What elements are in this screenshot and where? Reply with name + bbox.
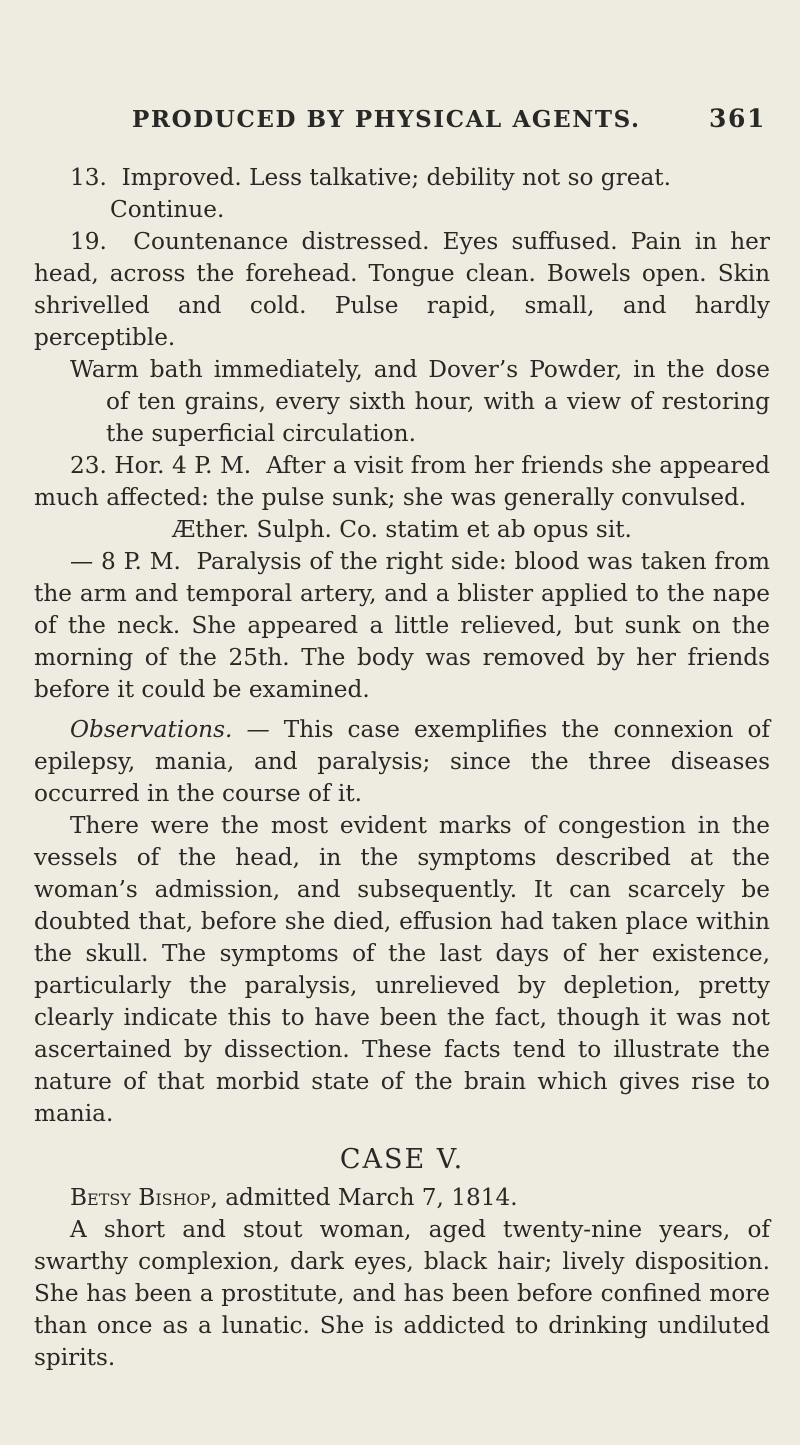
- entry-text: Improved. Less talkative; debility not so great.: [121, 164, 671, 191]
- observations-label: Observations. —: [70, 716, 270, 743]
- entry-date: 19.: [70, 228, 107, 255]
- case-admission: [34, 1182, 770, 1214]
- entry-8pm: [34, 546, 770, 706]
- treatment-continue: Continue.: [110, 196, 225, 223]
- case-heading: CASE V.: [339, 1144, 465, 1175]
- admission-date: admitted March 7, 1814.: [225, 1184, 518, 1211]
- patient-name: Betsy Bishop,: [70, 1184, 218, 1211]
- treatment-warm-bath: Warm bath immediately, and Dover’s Powder, in the dose of ten grains, every sixth hour, with a view of restoring the superficial circulation.: [70, 356, 770, 447]
- entry-19: [34, 226, 770, 354]
- treatment-aether: Æther. Sulph. Co. statim et ab opus sit.: [172, 516, 632, 543]
- entry-text: Paralysis of the right side: blood was taken from the arm and temporal artery, and a blister applied to the nape of the neck. She appeared a little relieved, but sunk on the morning of the 25th. The body was removed by her friends before it could be examined.: [34, 548, 770, 703]
- entry-23: [34, 450, 770, 514]
- observations-paragraph-1: [34, 714, 770, 810]
- observations-text: This case exemplifies the connexion of epilepsy, mania, and paralysis; since the three diseases occurred in the course of it.: [34, 716, 770, 807]
- entry-date: 23. Hor. 4 P. M.: [70, 452, 252, 479]
- case-description: A short and stout woman, aged twenty-nine years, of swarthy complexion, dark eyes, black hair; lively disposition. She has been a prostitute, and has been before confined more than once as a lunatic. She is addicted to drinking undiluted spirits.: [34, 1216, 770, 1371]
- running-head-title: PRODUCED BY PHYSICAL AGENTS.: [132, 106, 641, 133]
- entry-text: After a visit from her friends she appeared much affected: the pulse sunk; she was generally convulsed.: [34, 452, 770, 511]
- entry-text: Countenance distressed. Eyes suffused. Pain in her head, across the forehead. Tongue clean. Bowels open. Skin shrivelled and cold. Pulse rapid, small, and hardly perceptible.: [34, 228, 770, 351]
- entry-date: — 8 P. M.: [70, 548, 181, 575]
- running-head: [132, 100, 766, 140]
- page-number: 361: [709, 104, 766, 133]
- entry-date: 13.: [70, 164, 107, 191]
- page-body: [34, 162, 770, 1374]
- observations-paragraph-2: There were the most evident marks of congestion in the vessels of the head, in the symptoms described at the woman’s admission, and subsequently. It can scarcely be doubted that, before she died, effusion had taken place within the skull. The symptoms of the last days of her existence, particularly the paralysis, unrelieved by depletion, pretty clearly indicate this to have been the fact, though it was not ascertained by dissection. These facts tend to illustrate the nature of that morbid state of the brain which gives rise to mania.: [34, 812, 770, 1127]
- entry-13: [34, 162, 770, 194]
